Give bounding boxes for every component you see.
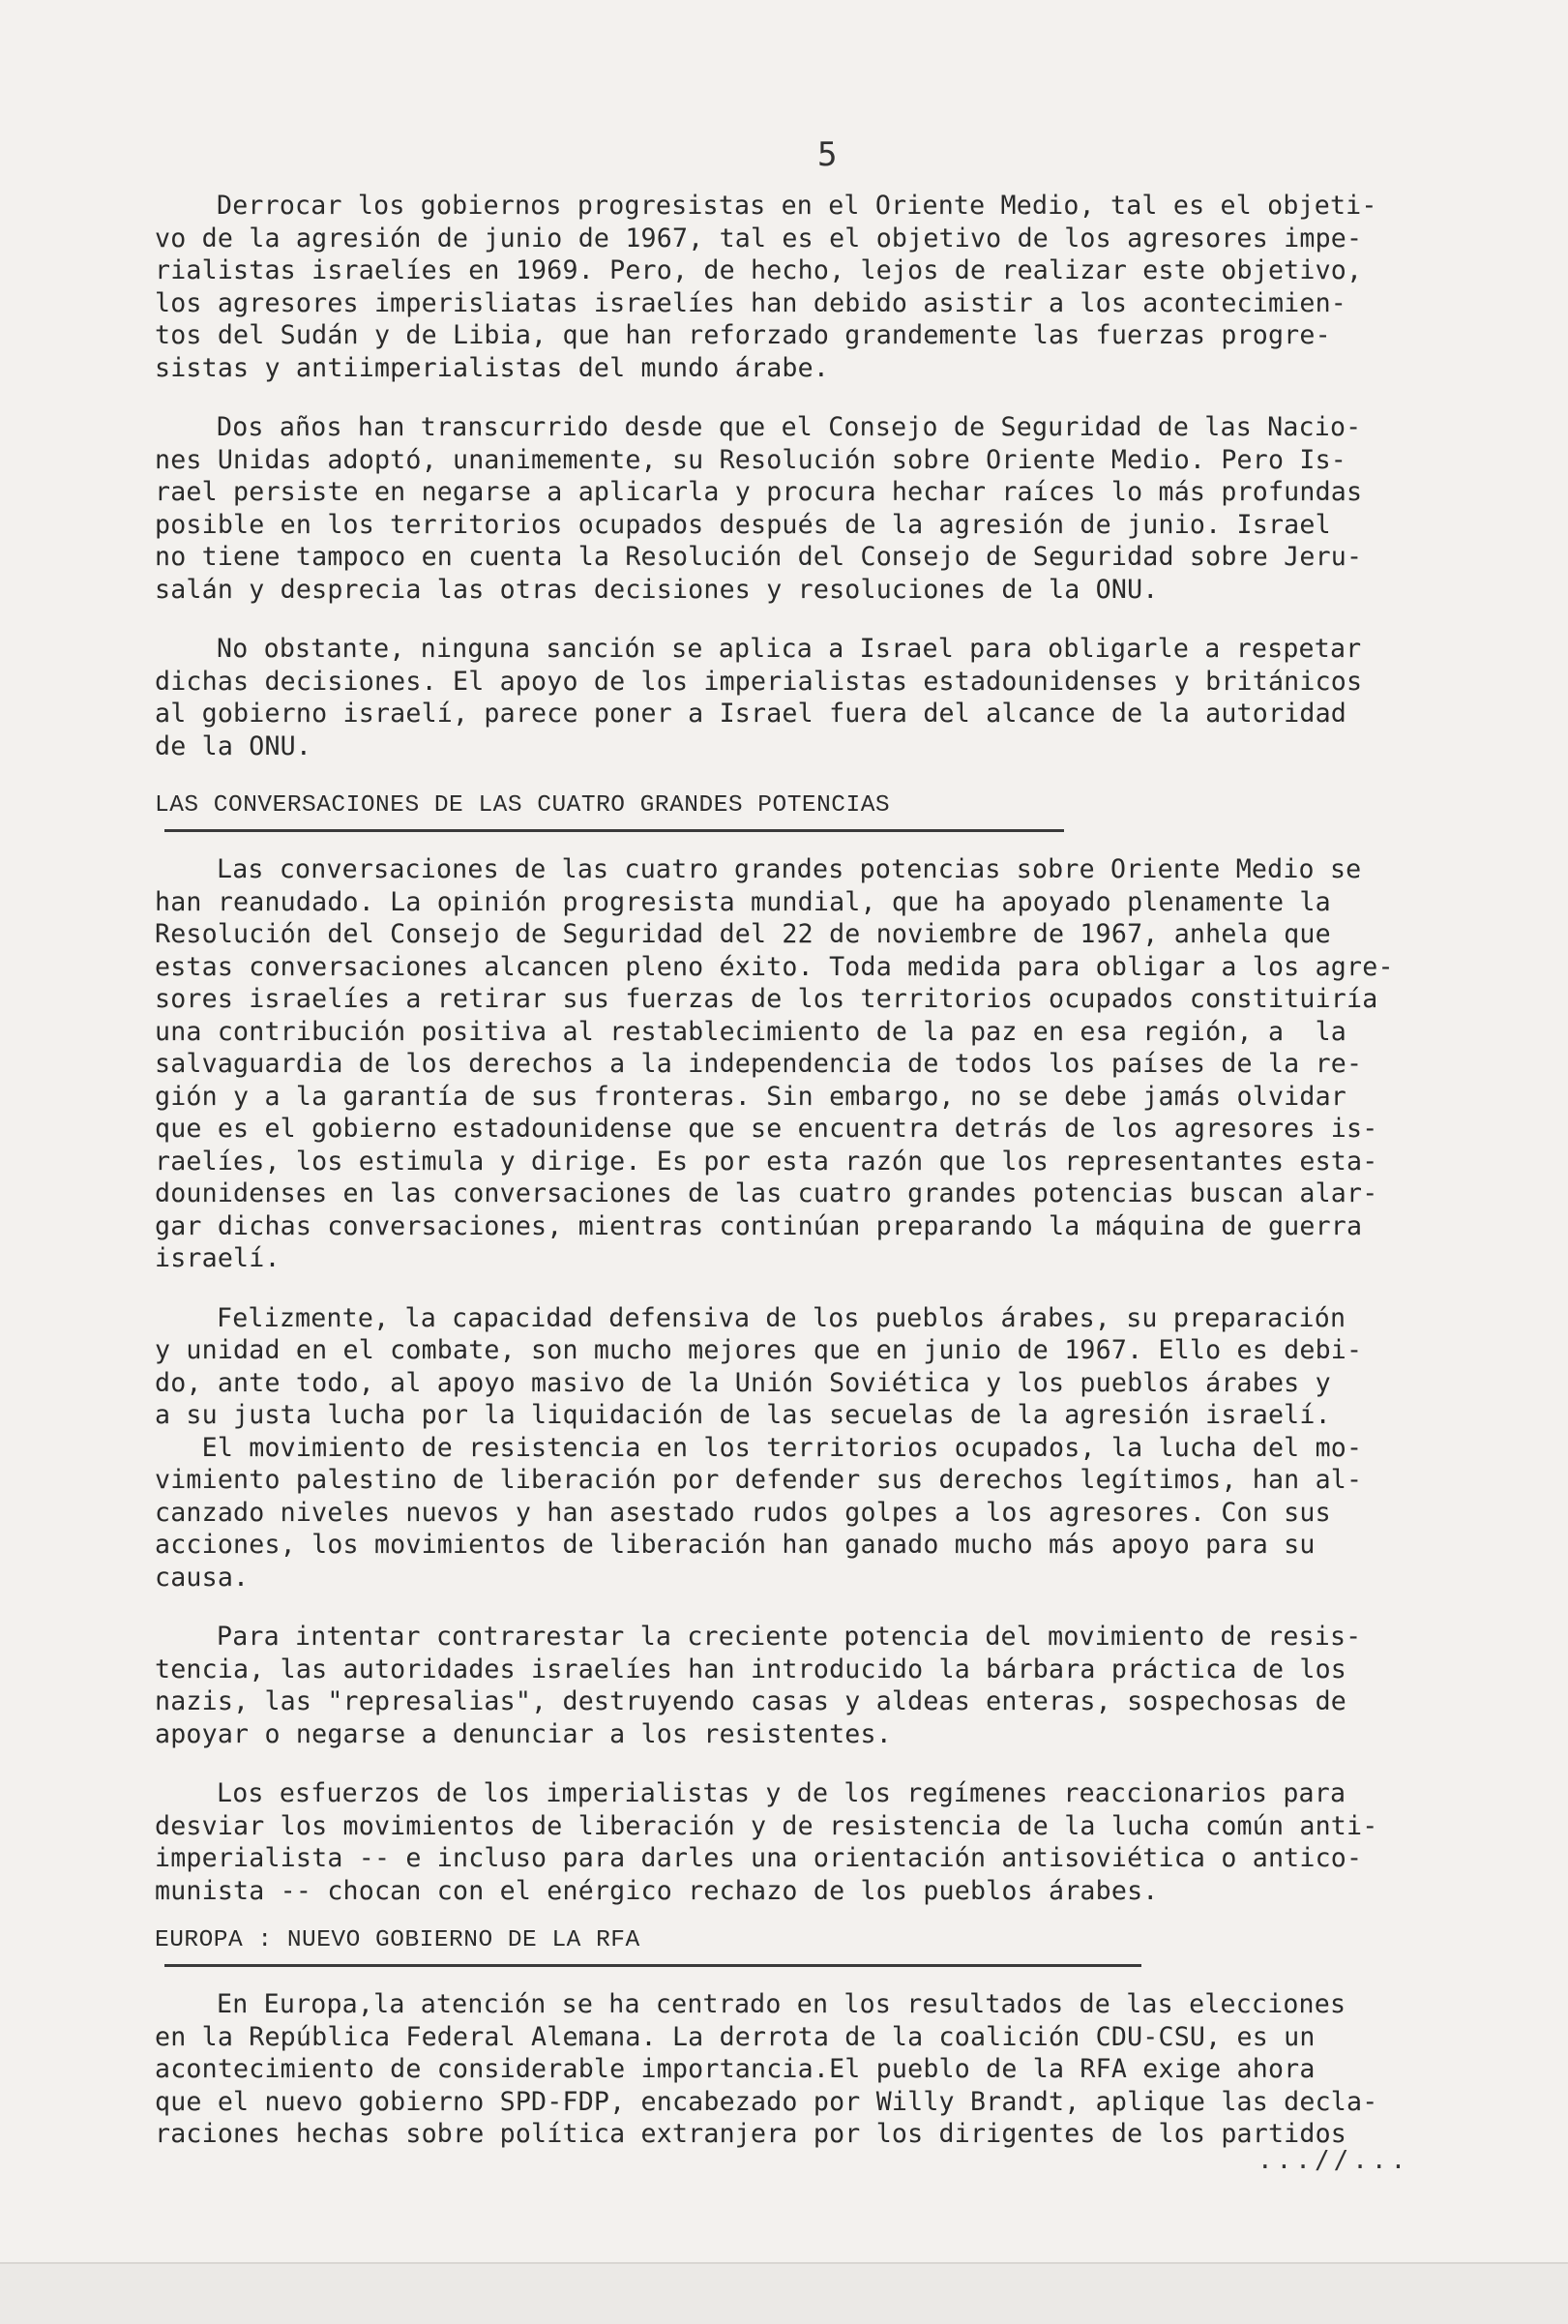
- text-line: tencia, las autoridades israelíes han introducido la bárbara práctica de los: [155, 1654, 1347, 1684]
- paragraph: [155, 1988, 1528, 2151]
- text-line: rialistas israelíes en 1969. Pero, de hecho, lejos de realizar este objetivo,: [155, 255, 1363, 285]
- text-line: no tiene tampoco en cuenta la Resolución del Consejo de Seguridad sobre Jeru-: [155, 542, 1363, 572]
- paragraph: [155, 190, 1528, 384]
- document-body: [155, 190, 1528, 2178]
- text-line: tos del Sudán y de Libia, que han reforzado grandemente las fuerzas progre-: [155, 320, 1331, 350]
- text-line: gión y a la garantía de sus fronteras. Sin embargo, no se debe jamás olvidar: [155, 1081, 1347, 1112]
- text-line: Las conversaciones de las cuatro grandes potencias sobre Oriente Medio se: [217, 854, 1362, 884]
- text-line: sistas y antiimperialistas del mundo árabe.: [155, 352, 830, 383]
- text-line: No obstante, ninguna sanción se aplica a Israel para obligarle a respetar: [217, 634, 1362, 664]
- text-line: rael persiste en negarse a aplicarla y procura hechar raíces lo más profundas: [155, 477, 1363, 507]
- text-line: nazis, las "represalias", destruyendo casas y aldeas enteras, sospechosas de: [155, 1686, 1347, 1716]
- text-line: Para intentar contrarestar la creciente potencia del movimiento de resis-: [217, 1622, 1362, 1652]
- text-line: acontecimiento de considerable importancia.El pueblo de la RFA exige ahora: [155, 2054, 1316, 2084]
- text-line: acciones, los movimientos de liberación han ganado mucho más apoyo para su: [155, 1530, 1316, 1560]
- text-line: desviar los movimientos de liberación y de resistencia de la lucha común anti-: [155, 1810, 1378, 1841]
- text-line: canzado niveles nuevos y han asestado rudos golpes a los agresores. Con sus: [155, 1497, 1331, 1528]
- text-line: nes Unidas adoptó, unanimemente, su Resolución sobre Oriente Medio. Pero Is-: [155, 444, 1347, 475]
- text-line: gar dichas conversaciones, mientras continúan preparando la máquina de guerra: [155, 1210, 1363, 1241]
- text-line: apoyar o negarse a denunciar a los resistentes.: [155, 1718, 892, 1749]
- text-line: y unidad en el combate, son mucho mejores que en junio de 1967. Ello es debi-: [155, 1335, 1363, 1365]
- text-line: posible en los territorios ocupados después de la agresión de junio. Israel: [155, 509, 1331, 540]
- paragraph: [155, 1621, 1528, 1750]
- text-line: Resolución del Consejo de Seguridad del 22 de noviembre de 1967, anhela que: [155, 919, 1331, 949]
- text-line: que es el gobierno estadounidense que se encuentra detrás de los agresores is-: [155, 1114, 1378, 1144]
- paragraph: [155, 1302, 1528, 1594]
- section-europa: [155, 1988, 1528, 2151]
- text-line: los agresores imperisliatas israelíes han debido asistir a los acontecimien-: [155, 287, 1347, 318]
- text-line: estas conversaciones alcancen pleno éxito. Toda medida para obligar a los agre-: [155, 951, 1394, 982]
- text-line: en la República Federal Alemana. La derrota de la coalición CDU-CSU, es un: [155, 2021, 1316, 2052]
- page-bottom-edge: [0, 2262, 1568, 2324]
- paragraph: [155, 853, 1528, 1275]
- text-line: una contribución positiva al restablecimiento de la paz en esa región, a la: [155, 1016, 1347, 1047]
- text-line: sores israelíes a retirar sus fuerzas de los territorios ocupados constituiría: [155, 984, 1378, 1014]
- text-line: do, ante todo, al apoyo masivo de la Unión Soviética y los pueblos árabes y: [155, 1367, 1331, 1398]
- text-line: Dos años han transcurrido desde que el Consejo de Seguridad de las Nacio-: [217, 412, 1362, 442]
- text-line: salvaguardia de los derechos a la independencia de todos los países de la re-: [155, 1049, 1363, 1079]
- text-line: causa.: [155, 1562, 250, 1593]
- text-line: Los esfuerzos de los imperialistas y de los regímenes reaccionarios para: [217, 1778, 1346, 1808]
- text-line: dounidenses en las conversaciones de las cuatro grandes potencias buscan alar-: [155, 1178, 1378, 1208]
- text-line: al gobierno israelí, parece poner a Israel fuera del alcance de la autoridad: [155, 699, 1347, 729]
- intro-section: [155, 190, 1528, 762]
- text-line: vo de la agresión de junio de 1967, tal es el objetivo de los agresores impe-: [155, 223, 1363, 253]
- paragraph: [155, 411, 1528, 606]
- section-heading-cuatro-potencias: LAS CONVERSACIONES DE LAS CUATRO GRANDES POTENCIAS: [155, 792, 891, 819]
- heading-underline: [164, 1964, 1141, 1967]
- text-line: que el nuevo gobierno SPD-FDP, encabezado por Willy Brandt, aplique las decla-: [155, 2086, 1378, 2117]
- text-line: munista -- chocan con el enérgico rechazo de los pueblos árabes.: [155, 1875, 1159, 1906]
- text-line: En Europa,la atención se ha centrado en los resultados de las elecciones: [217, 1989, 1346, 2019]
- section-heading-europa: EUROPA : NUEVO GOBIERNO DE LA RFA: [155, 1927, 640, 1953]
- text-line: a su justa lucha por la liquidación de las secuelas de la agresión israelí.: [155, 1400, 1331, 1430]
- text-line: Derrocar los gobiernos progresistas en el Oriente Medio, tal es el objeti-: [217, 191, 1377, 221]
- text-line: imperialista -- e incluso para darles una orientación antisoviética o antico-: [155, 1843, 1363, 1873]
- text-line: raelíes, los estimula y dirige. Es por esta razón que los representantes esta-: [155, 1146, 1378, 1177]
- text-line: dichas decisiones. El apoyo de los imperialistas estadounidenses y británicos: [155, 666, 1363, 697]
- text-line: salán y desprecia las otras decisiones y resoluciones de la ONU.: [155, 574, 1159, 605]
- text-line: israelí.: [155, 1243, 281, 1273]
- text-line: vimiento palestino de liberación por defender sus derechos legítimos, han al-: [155, 1465, 1363, 1495]
- paragraph: [155, 633, 1528, 762]
- text-line: han reanudado. La opinión progresista mundial, que ha apoyado plenamente la: [155, 886, 1331, 917]
- section-cuatro-potencias: [155, 853, 1528, 1907]
- text-line: Felizmente, la capacidad defensiva de los pueblos árabes, su preparación: [217, 1302, 1346, 1333]
- continued-mark: ...//...: [1257, 2146, 1410, 2175]
- text-line: El movimiento de resistencia en los territorios ocupados, la lucha del mo-: [155, 1432, 1363, 1463]
- paragraph: [155, 1777, 1528, 1907]
- text-line: raciones hechas sobre política extranjera por los dirigentes de los partidos: [155, 2119, 1347, 2149]
- page-number: 5: [817, 135, 838, 174]
- heading-underline: [164, 829, 1064, 832]
- text-line: de la ONU.: [155, 730, 312, 761]
